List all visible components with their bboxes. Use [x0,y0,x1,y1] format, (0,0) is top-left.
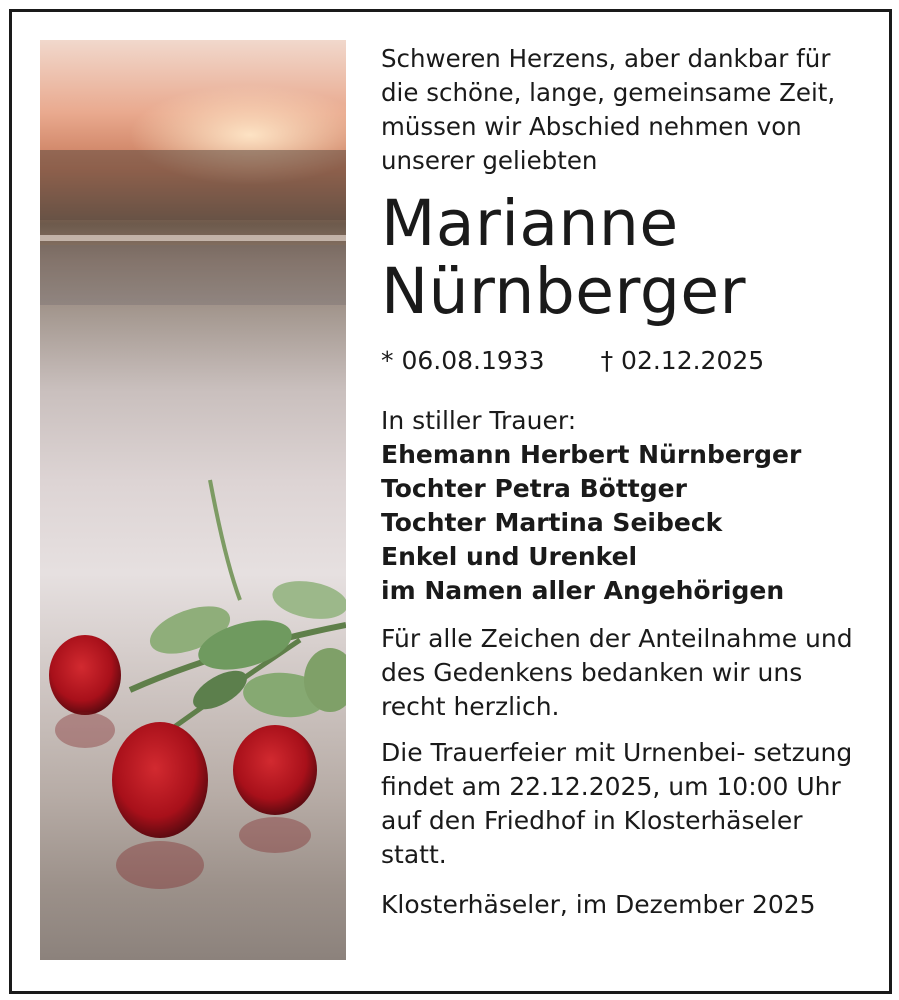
deceased-name [381,187,871,328]
mourners-list [381,438,871,608]
ceremony-text: Die Trauerfeier mit Urnenbei- setzung findet am 22.12.2025, um 10:00 Uhr auf den Friedhof in Klosterhäseler statt. [381,738,853,869]
intro-text: Schweren Herzens, aber dankbar für die schöne, lange, gemeinsame Zeit, müssen wir Abschied nehmen von unserer geliebten [381,44,836,175]
mourner: Enkel und Urenkel [381,542,638,571]
roses-illustration [40,40,346,960]
notice-text [381,42,871,922]
birth-date: * 06.08.1933 [381,346,545,375]
first-name: Marianne [381,187,679,260]
last-name: Nürnberger [381,255,746,328]
place-date: Klosterhäseler, im Dezember 2025 [381,890,816,919]
life-dates [381,344,871,378]
mourner: Ehemann Herbert Nürnberger [381,440,802,469]
death-date: † 02.12.2025 [600,346,765,375]
mourning-label: In stiller Trauer: [381,406,577,435]
mourner: im Namen aller Angehörigen [381,576,785,605]
mourner: Tochter Petra Böttger [381,474,687,503]
mourner: Tochter Martina Seibeck [381,508,723,537]
roses-on-water-photo [40,40,346,960]
thanks-text: Für alle Zeichen der Anteilnahme und des Gedenkens bedanken wir uns recht herzlich. [381,624,853,721]
